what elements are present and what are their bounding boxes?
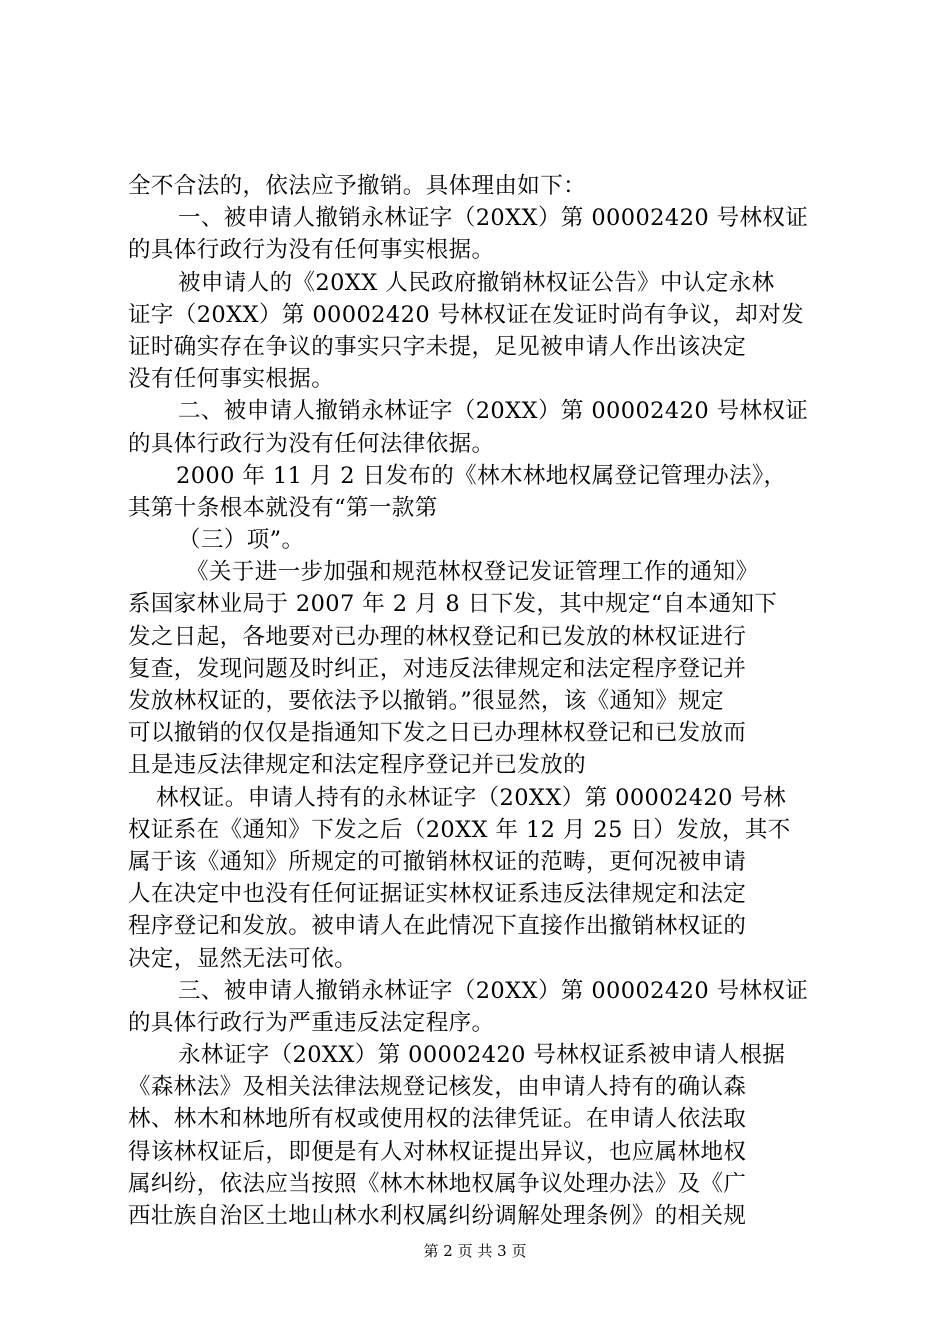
- text-line: 林、林木和林地所有权或使用权的法律凭证。在申请人依法取: [128, 1106, 747, 1133]
- text-line: 一、被申请人撤销永林证字（20XX）第 00002420 号林权证: [178, 205, 809, 232]
- text-line: 得该林权证后，即便是有人对林权证提出异议，也应属林地权: [128, 1138, 747, 1165]
- text-line: 证字（20XX）第 00002420 号林权证在发证时尚有争议，却对发: [128, 301, 804, 328]
- text-line: 二、被申请人撤销永林证字（20XX）第 00002420 号林权证: [178, 398, 809, 425]
- text-line: 且是违反法律规定和法定程序登记并已发放的: [128, 752, 587, 779]
- text-line: 发之日起，各地要对已办理的林权登记和已发放的林权证进行: [128, 623, 747, 650]
- text-line: 其第十条根本就没有“第一款第: [128, 494, 438, 521]
- text-line: 复查，发现问题及时纠正，对违反法律规定和法定程序登记并: [128, 655, 747, 682]
- text-line: 的具体行政行为严重违反法定程序。: [128, 1009, 495, 1036]
- text-line: 可以撤销的仅仅是指通知下发之日已办理林权登记和已发放而: [128, 720, 747, 747]
- text-line: 证时确实存在争议的事实只字未提，足见被申请人作出该决定: [128, 333, 747, 360]
- text-line: 全不合法的，依法应予撤销。具体理由如下：: [128, 173, 587, 199]
- text-line: 没有任何事实根据。: [128, 366, 335, 393]
- text-line: 的具体行政行为没有任何事实根据。: [128, 237, 495, 264]
- text-line: 《关于进一步加强和规范林权登记发证管理工作的通知》: [186, 559, 759, 586]
- text-line: （三）项”。: [178, 527, 305, 554]
- text-line: 属纠纷，依法应当按照《林木林地权属争议处理办法》及《广: [128, 1170, 747, 1197]
- text-line: 属于该《通知》所规定的可撤销林权证的范畴，更何况被申请: [128, 848, 747, 875]
- text-line: 发放林权证的，要依法予以撤销。”很显然，该《通知》规定: [128, 688, 725, 714]
- text-line: 被申请人的《20XX 人民政府撤销林权证公告》中认定永林: [178, 269, 775, 296]
- text-line: 《森林法》及相关法律法规登记核发，由申请人持有的确认森: [128, 1074, 747, 1101]
- text-line: 系国家林业局于 2007 年 2 月 8 日下发，其中规定“自本通知下: [128, 591, 778, 618]
- text-line: 三、被申请人撤销永林证字（20XX）第 00002420 号林权证: [178, 977, 809, 1004]
- text-line: 程序登记和发放。被申请人在此情况下直接作出撤销林权证的: [128, 913, 747, 940]
- page-number-footer: 第 2 页 共 3 页: [423, 1242, 527, 1260]
- text-line: 的具体行政行为没有任何法律依据。: [128, 430, 495, 457]
- text-line: 决定，显然无法可依。: [128, 945, 358, 972]
- text-line: 2000 年 11 月 2 日发布的《林木林地权属登记管理办法》，: [176, 462, 787, 489]
- text-line: 永林证字（20XX）第 00002420 号林权证系被申请人根据: [178, 1042, 786, 1069]
- text-line: 林权证。申请人持有的永林证字（20XX）第 00002420 号林: [156, 784, 787, 811]
- text-line: 人在决定中也没有任何证据证实林权证系违反法律规定和法定: [128, 881, 747, 908]
- text-line: 西壮族自治区土地山林水利权属纠纷调解处理条例》的相关规: [128, 1203, 747, 1229]
- document-body: [128, 170, 838, 1232]
- text-line: 权证系在《通知》下发之后（20XX 年 12 月 25 日）发放，其不: [128, 816, 791, 843]
